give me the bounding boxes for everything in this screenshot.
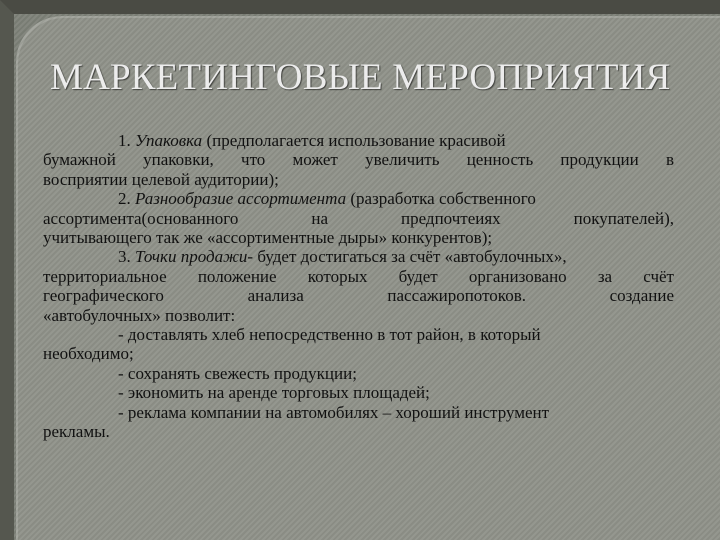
item-3-number: 3. <box>118 247 135 267</box>
item-1-term: Упаковка <box>135 131 203 150</box>
bullet-1-line-1: - доставлять хлеб непосредственно в тот район, в который <box>118 325 541 345</box>
item-2-line-2: ассортимента(основанного на предпочтеиях покупателей), <box>43 208 674 228</box>
item-1-line-1-text: (предполагается использование красивой <box>202 131 506 150</box>
item-1-line-1 <box>43 131 674 150</box>
bullet-4-line-1: - реклама компании на автомобилях – хороший инструмент <box>118 402 550 422</box>
item-3-line-2: территориальное положение которых будет организовано за счёт <box>43 266 674 286</box>
bullet-3: - экономить на аренде торговых площадей; <box>118 383 430 403</box>
bullet-4-line-2: рекламы. <box>43 422 110 442</box>
slide-body <box>43 131 674 442</box>
bullet-2: - сохранять свежесть продукции; <box>118 363 357 383</box>
slide-title: МАРКЕТИНГОВЫЕ МЕРОПРИЯТИЯ <box>50 57 671 98</box>
item-1-line-2: бумажной упаковки, что может увеличить ценность продукции в <box>43 150 674 170</box>
item-3-line-1-text: - будет достигаться за счёт «автобулочных», <box>247 247 567 267</box>
item-2-term: Разнообразие ассортимента <box>135 189 347 209</box>
item-3-line-4: «автобулочных» позволит: <box>43 305 236 325</box>
item-1-number: 1. <box>118 131 135 150</box>
item-2-line-3: учитывающего так же «ассортиментные дыры» конкурентов); <box>43 228 493 248</box>
item-2-line-1 <box>43 189 674 208</box>
item-2-line-1-text: (разработка собственного <box>346 189 536 209</box>
bullet-1-line-2: необходимо; <box>43 344 134 364</box>
item-3-line-3: географического анализа пассажиропотоков. создание <box>43 286 674 306</box>
item-1-line-3: восприятии целевой аудитории); <box>43 169 279 189</box>
item-3-term: Точки продажи <box>135 247 248 267</box>
item-2-number: 2. <box>118 189 135 209</box>
item-3-line-1 <box>43 247 674 266</box>
